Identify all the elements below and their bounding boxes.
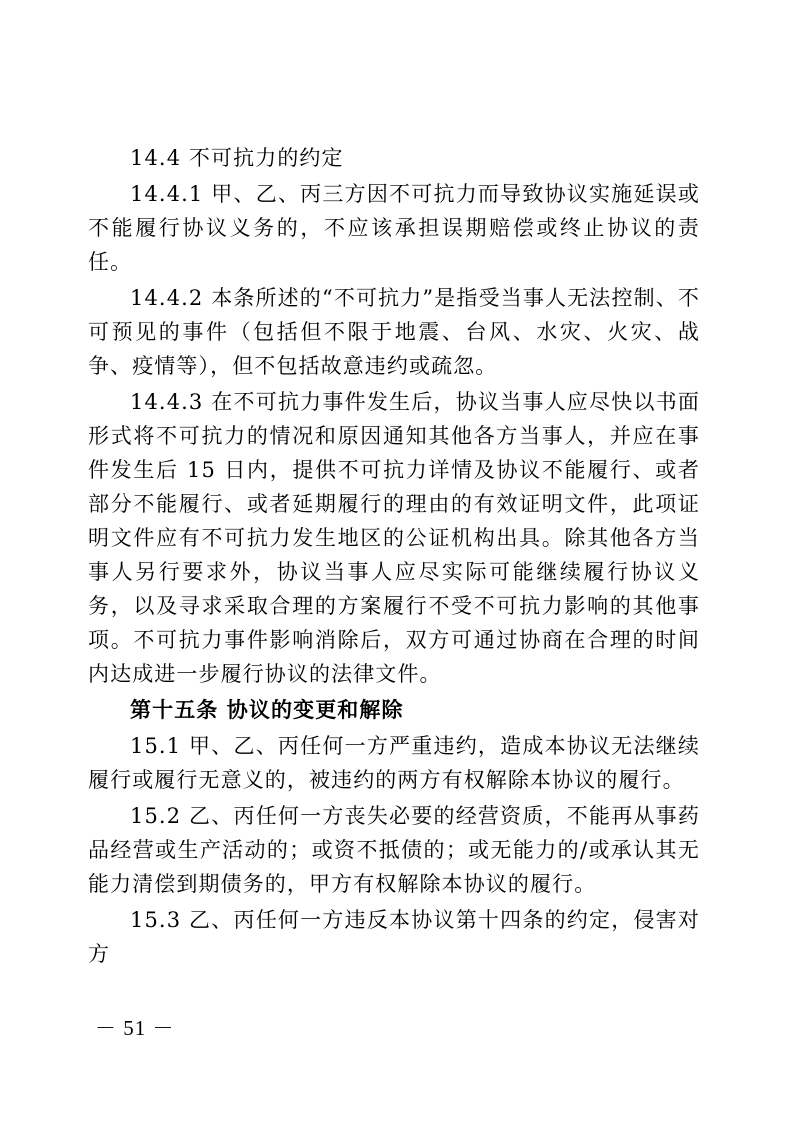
article-15-heading: 第十五条 协议的变更和解除 [130,698,404,722]
clause-14-4-1: 14.4.1 甲、乙、丙三方因不可抗力而导致协议实施延误或不能履行协议义务的，不应该承担误期赔偿或终止协议的责任。 [88,182,700,274]
clause-14-4-3: 14.4.3 在不可抗力事件发生后，协议当事人应尽快以书面形式将不可抗力的情况和原因通知其他各方当事人，并应在事件发生后 15 日内，提供不可抗力详情及协议不能履行、或者部分不能履行、或者延期履行的理由的有效证明文件，此项证明文件应有不可抗力发生地区的公证机构出具。除其他各方当事人另行要求外，协议当事人应尽实际可能继续履行协议义务，以及寻求采取合理的方案履行不受不可抗力影响的其他事项。不可抗力事件影响消除后，双方可通过协商在合理的时间内达成进一步履行协议的法律文件。 [88,390,700,686]
page-number: － 51 － [95,1016,175,1040]
document-body [88,141,700,971]
clause-14-4-2: 14.4.2 本条所述的“不可抗力”是指受当事人无法控制、不可预见的事件（包括但不限于地震、台风、水灾、火灾、战争、疫情等），但不包括故意违约或疏忽。 [88,286,700,378]
clause-14-4-title: 14.4 不可抗力的约定 [130,146,344,170]
clause-15-3: 15.3 乙、丙任何一方违反本协议第十四条的约定，侵害对方 [88,908,700,966]
clause-15-1: 15.1 甲、乙、丙任何一方严重违约，造成本协议无法继续履行或履行无意义的，被违约的两方有权解除本协议的履行。 [88,734,700,792]
clause-15-2: 15.2 乙、丙任何一方丧失必要的经营资质，不能再从事药品经营或生产活动的；或资不抵债的；或无能力的/或承认其无能力清偿到期债务的，甲方有权解除本协议的履行。 [88,804,700,896]
